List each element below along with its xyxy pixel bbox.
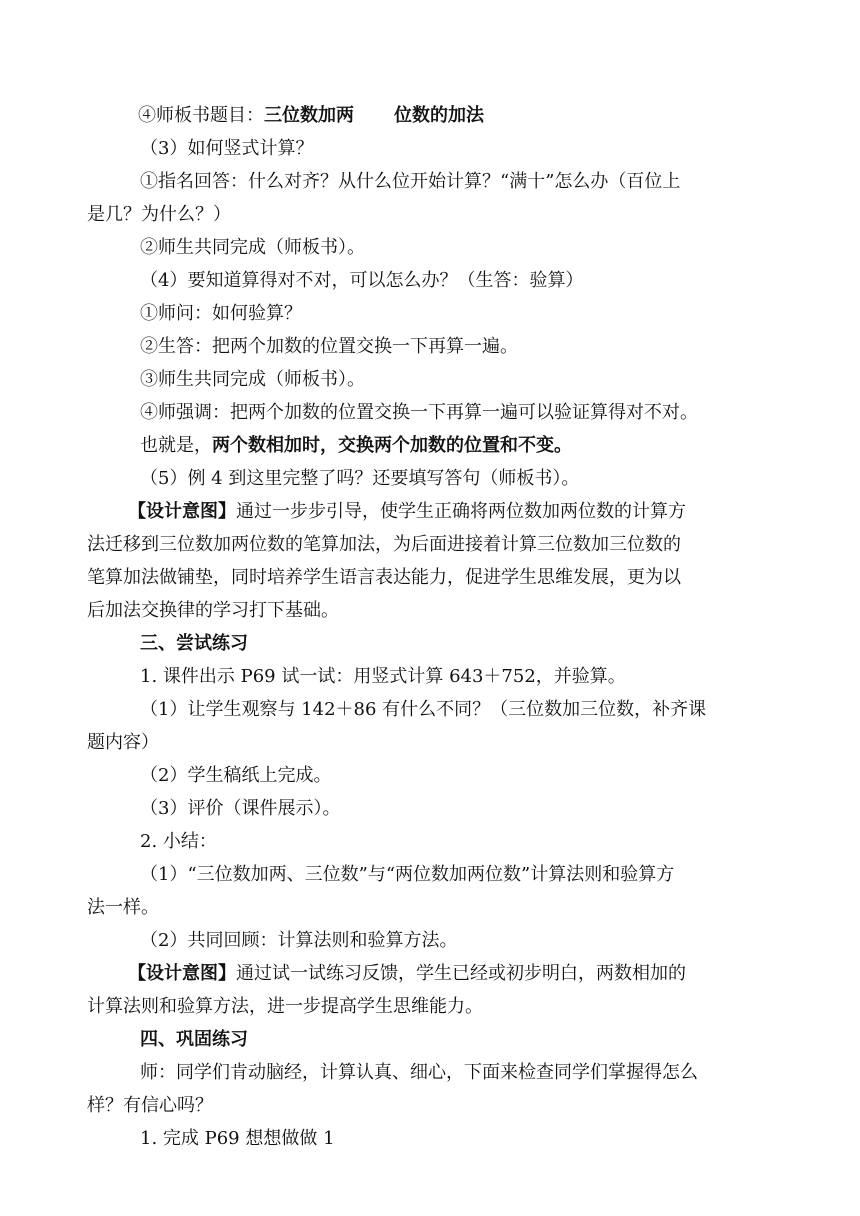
text-segment: ④师板书题目： [138,105,264,126]
bold-title-part-a: 三位数加两 [264,105,354,126]
paragraph-line: 2. 小结： [140,831,217,852]
paragraph-line: 1. 完成 P69 想想做做 1 [140,1128,335,1149]
paragraph-line: ①指名回答：什么对齐？从什么位开始计算？“满十”怎么办（百位上 [140,171,681,192]
text-segment: 通过一步步引导，使学生正确将两位数加两位数的计算方 [236,501,686,522]
paragraph-line: 1. 课件出示 P69 试一试：用竖式计算 643＋752，并验算。 [140,666,626,687]
paragraph-line: 法迁移到三位数加两位数的笔算加法，为后面进接着计算三位数加三位数的 [87,534,681,555]
paragraph-line: （1）让学生观察与 142＋86 有什么不同？（三位数加三位数，补齐课 [140,699,707,720]
text-segment: 通过试一试练习反馈，学生已经或初步明白，两数相加的 [236,963,686,984]
paragraph-line: （1）“三位数加两、三位数”与“两位数加两位数”计算法则和验算方 [140,864,675,885]
paragraph-line: （3）如何竖式计算？ [140,138,314,159]
paragraph-line: 法一样。 [87,897,159,918]
design-intent-label: 【设计意图】 [128,963,236,984]
paragraph-line: 题内容） [87,732,159,753]
bold-title-part-b: 位数的加法 [394,105,484,126]
paragraph-line: 后加法交换律的学习打下基础。 [87,600,339,621]
paragraph-line: ③师生共同完成（师板书）。 [140,369,365,390]
paragraph-line: ④师强调：把两个加数的位置交换一下再算一遍可以验证算得对不对。 [140,402,698,423]
paragraph-line: 师：同学们肯动脑经，计算认真、细心，下面来检查同学们掌握得怎么 [140,1062,698,1083]
paragraph-line: ②生答：把两个加数的位置交换一下再算一遍。 [140,336,518,357]
design-intent-label: 【设计意图】 [128,501,236,522]
text-segment: 也就是， [140,435,212,456]
design-intent-line [128,500,686,524]
section-heading-3: 三、尝试练习 [140,633,248,654]
paragraph-line: （5）例 4 到这里完整了吗？还要填写答句（师板书）。 [140,468,580,489]
bold-rule: 两个数相加时，交换两个加数的位置和不变。 [212,435,572,456]
paragraph-line: 样？有信心吗？ [87,1095,213,1116]
paragraph-line: 是几？为什么？） [87,204,231,225]
paragraph-line: 笔算加法做铺垫，同时培养学生语言表达能力，促进学生思维发展，更为以 [87,567,681,588]
design-intent-line [128,962,686,986]
paragraph-line: （3）评价（课件展示）。 [140,798,341,819]
paragraph-line: ②师生共同完成（师板书）。 [140,237,365,258]
paragraph-line: 计算法则和验算方法，进一步提高学生思维能力。 [87,996,483,1017]
paragraph-line: （2）共同回顾：计算法则和验算方法。 [140,930,458,951]
section-heading-4: 四、巩固练习 [140,1029,248,1050]
paragraph-line: ①师问：如何验算？ [140,303,302,324]
paragraph-line: （4）要知道算得对不对，可以怎么办？（生答：验算） [140,270,584,291]
paragraph-line: （2）学生稿纸上完成。 [140,765,332,786]
emphasis-line [140,434,572,458]
line-board-title [138,104,484,128]
